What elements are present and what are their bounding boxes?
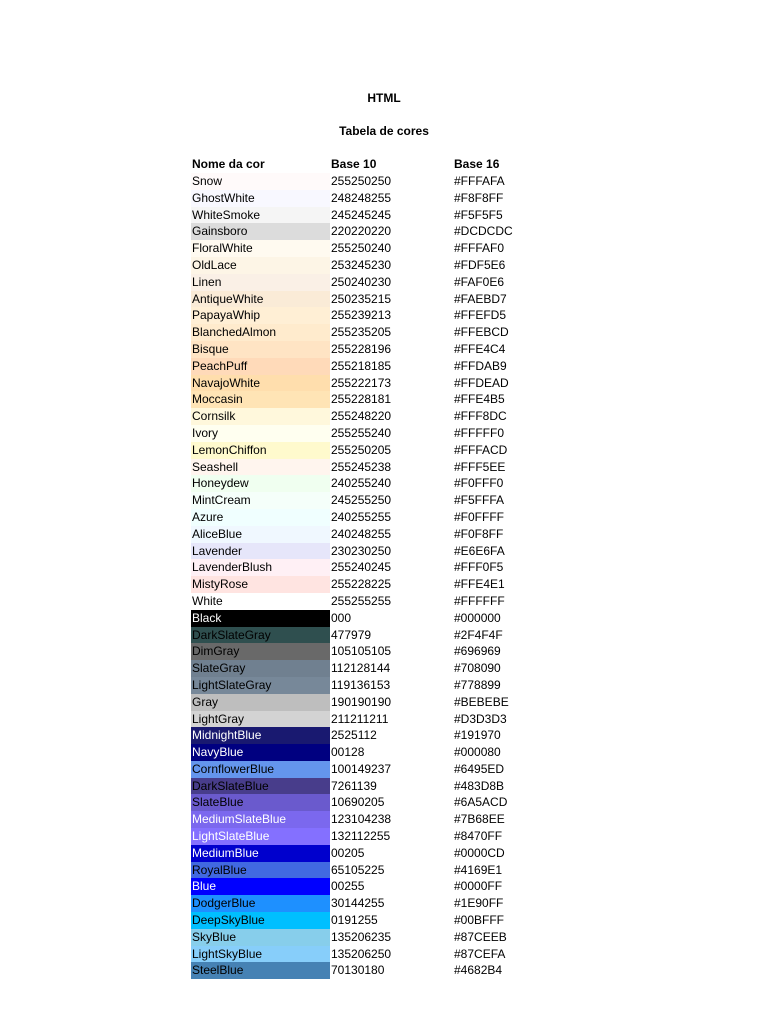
base10-cell: 255248220 (331, 409, 392, 424)
color-name-cell: MistyRose (191, 576, 330, 593)
color-name-cell: White (191, 593, 330, 610)
base10-cell: 220220220 (331, 224, 392, 239)
color-name-cell: DimGray (191, 643, 330, 660)
base16-cell: #FFFAF0 (454, 241, 505, 256)
table-row (191, 778, 531, 795)
color-name-cell: NavyBlue (191, 744, 330, 761)
header-base16: Base 16 (454, 157, 500, 171)
base16-cell: #FFF5EE (454, 459, 506, 474)
color-name-cell: OldLace (191, 257, 330, 274)
base10-cell: 240255240 (331, 476, 392, 491)
color-name-cell: LavenderBlush (191, 559, 330, 576)
table-row (191, 862, 531, 879)
color-name-cell: WhiteSmoke (191, 207, 330, 224)
base16-cell: #1E90FF (454, 896, 504, 911)
table-row (191, 593, 531, 610)
color-name-cell: MediumBlue (191, 845, 330, 862)
base10-cell: 000 (331, 610, 352, 625)
base16-cell: #F5F5F5 (454, 207, 503, 222)
base16-cell: #F5FFFA (454, 493, 505, 508)
color-name-cell: SlateBlue (191, 794, 330, 811)
color-name-cell: Linen (191, 274, 330, 291)
color-name-cell: Moccasin (191, 391, 330, 408)
header-base10: Base 10 (331, 157, 377, 171)
table-row (191, 744, 531, 761)
base16-cell: #778899 (454, 677, 501, 692)
table-row (191, 895, 531, 912)
table-row (191, 475, 531, 492)
base10-cell: 255250240 (331, 241, 392, 256)
color-name-cell: Blue (191, 878, 330, 895)
color-name-cell: MintCream (191, 492, 330, 509)
color-name-cell: Black (191, 610, 330, 627)
base10-cell: 250240230 (331, 274, 392, 289)
base16-cell: #6495ED (454, 761, 505, 776)
color-name-cell: LightGray (191, 711, 330, 728)
table-row (191, 223, 531, 240)
color-table (191, 156, 531, 979)
table-row (191, 677, 531, 694)
color-name-cell: Bisque (191, 341, 330, 358)
table-row (191, 442, 531, 459)
base16-cell: #FFFFF0 (454, 425, 504, 440)
color-name-cell: PapayaWhip (191, 307, 330, 324)
table-row (191, 190, 531, 207)
base10-cell: 00255 (331, 879, 365, 894)
table-row (191, 660, 531, 677)
color-name-cell: LightSlateBlue (191, 828, 330, 845)
table-row (191, 627, 531, 644)
base10-cell: 112128144 (331, 661, 391, 676)
table-row (191, 543, 531, 560)
base10-cell: 255222173 (331, 375, 392, 390)
base16-cell: #FFF0F5 (454, 560, 504, 575)
color-name-cell: AntiqueWhite (191, 291, 330, 308)
table-row (191, 912, 531, 929)
base16-cell: #F0FFF0 (454, 476, 504, 491)
base16-cell: #FFFFFF (454, 593, 505, 608)
base10-cell: 135206235 (331, 929, 392, 944)
base16-cell: #FFDAB9 (454, 358, 507, 373)
base10-cell: 240248255 (331, 526, 392, 541)
base10-cell: 255235205 (331, 325, 392, 340)
color-name-cell: AliceBlue (191, 526, 330, 543)
color-name-cell: SteelBlue (191, 962, 330, 979)
base10-cell: 255255255 (331, 593, 392, 608)
base10-cell: 230230250 (331, 543, 392, 558)
table-row (191, 408, 531, 425)
table-row (191, 324, 531, 341)
base16-cell: #4682B4 (454, 963, 503, 978)
base16-cell: #FFFAFA (454, 174, 505, 188)
table-body (191, 173, 531, 979)
color-name-cell: Gray (191, 694, 330, 711)
base16-cell: #FAF0E6 (454, 274, 505, 289)
table-header-row (191, 156, 531, 173)
table-row (191, 341, 531, 358)
base16-cell: #FFEBCD (454, 325, 509, 340)
base16-cell: #F8F8FF (454, 190, 504, 205)
page-subtitle: Tabela de cores (339, 124, 429, 138)
table-row (191, 845, 531, 862)
color-name-cell: Azure (191, 509, 330, 526)
base10-cell: 255228196 (331, 341, 392, 356)
base16-cell: #D3D3D3 (454, 711, 507, 726)
color-name-cell: PeachPuff (191, 358, 330, 375)
base16-cell: #FFE4B5 (454, 392, 505, 407)
color-name-cell: LightSkyBlue (191, 946, 330, 963)
color-name-cell: GhostWhite (191, 190, 330, 207)
color-name-cell: DarkSlateGray (191, 627, 330, 644)
base10-cell: 119136153 (331, 677, 391, 692)
base10-cell: 100149237 (331, 761, 392, 776)
color-name-cell: Honeydew (191, 475, 330, 492)
table-row (191, 794, 531, 811)
color-name-cell: MidnightBlue (191, 727, 330, 744)
base10-cell: 250235215 (331, 291, 392, 306)
base16-cell: #6A5ACD (454, 795, 508, 810)
base16-cell: #0000CD (454, 845, 505, 860)
base16-cell: #FAEBD7 (454, 291, 507, 306)
color-name-cell: RoyalBlue (191, 862, 330, 879)
table-row (191, 375, 531, 392)
base10-cell: 00128 (331, 745, 365, 760)
base16-cell: #FDF5E6 (454, 257, 506, 272)
table-row (191, 962, 531, 979)
base16-cell: #FFE4C4 (454, 341, 506, 356)
base10-cell: 245255250 (331, 493, 392, 508)
color-name-cell: DodgerBlue (191, 895, 330, 912)
base16-cell: #000000 (454, 610, 501, 625)
base10-cell: 255255240 (331, 425, 392, 440)
base16-cell: #DCDCDC (454, 224, 513, 239)
base16-cell: #F0FFFF (454, 509, 504, 524)
base10-cell: 70130180 (331, 963, 385, 978)
color-name-cell: Cornsilk (191, 408, 330, 425)
color-name-cell: Lavender (191, 543, 330, 560)
table-row (191, 559, 531, 576)
color-name-cell: Ivory (191, 425, 330, 442)
page-title: HTML (367, 91, 401, 105)
base10-cell: 255228181 (331, 392, 392, 407)
base10-cell: 255250250 (331, 174, 392, 188)
table-row (191, 307, 531, 324)
base16-cell: #8470FF (454, 829, 503, 844)
base10-cell: 255218185 (331, 358, 392, 373)
base16-cell: #7B68EE (454, 812, 505, 827)
base16-cell: #696969 (454, 644, 501, 659)
base16-cell: #87CEEB (454, 929, 507, 944)
base10-cell: 255250205 (331, 442, 392, 457)
table-row (191, 610, 531, 627)
base10-cell: 7261139 (331, 778, 377, 793)
table-row (191, 761, 531, 778)
base10-cell: 65105225 (331, 862, 385, 877)
table-row (191, 694, 531, 711)
color-name-cell: SkyBlue (191, 929, 330, 946)
color-name-cell: Snow (191, 173, 330, 190)
base16-cell: #0000FF (454, 879, 503, 894)
base16-cell: #4169E1 (454, 862, 503, 877)
table-row (191, 257, 531, 274)
table-row (191, 576, 531, 593)
base16-cell: #000080 (454, 745, 501, 760)
base16-cell: #FFDEAD (454, 375, 509, 390)
table-row (191, 207, 531, 224)
base10-cell: 0191255 (331, 913, 378, 928)
table-row (191, 173, 531, 190)
base10-cell: 240255255 (331, 509, 392, 524)
table-row (191, 291, 531, 308)
base16-cell: #E6E6FA (454, 543, 505, 558)
color-name-cell: FloralWhite (191, 240, 330, 257)
base10-cell: 00205 (331, 845, 365, 860)
color-name-cell: NavajoWhite (191, 375, 330, 392)
color-name-cell: Seashell (191, 459, 330, 476)
color-name-cell: LightSlateGray (191, 677, 330, 694)
base10-cell: 255228225 (331, 577, 392, 592)
table-row (191, 727, 531, 744)
table-row (191, 509, 531, 526)
table-row (191, 492, 531, 509)
base10-cell: 477979 (331, 627, 372, 642)
base16-cell: #FFE4E1 (454, 577, 505, 592)
base10-cell: 105105105 (331, 644, 392, 659)
color-name-cell: BlanchedAlmon (191, 324, 330, 341)
table-row (191, 459, 531, 476)
base16-cell: #FFF8DC (454, 409, 507, 424)
table-row (191, 878, 531, 895)
color-name-cell: Gainsboro (191, 223, 330, 240)
table-row (191, 425, 531, 442)
table-row (191, 929, 531, 946)
color-name-cell: LemonChiffon (191, 442, 330, 459)
base10-cell: 255240245 (331, 560, 392, 575)
base10-cell: 123104238 (331, 812, 392, 827)
base16-cell: #87CEFA (454, 946, 506, 961)
base16-cell: #FFFACD (454, 442, 508, 457)
color-name-cell: CornflowerBlue (191, 761, 330, 778)
base16-cell: #BEBEBE (454, 694, 509, 709)
table-row (191, 358, 531, 375)
header-color-name: Nome da cor (192, 157, 265, 171)
base10-cell: 255239213 (331, 308, 392, 323)
base10-cell: 253245230 (331, 257, 392, 272)
color-name-cell: MediumSlateBlue (191, 811, 330, 828)
base16-cell: #2F4F4F (454, 627, 503, 642)
table-row (191, 711, 531, 728)
base16-cell: #483D8B (454, 778, 505, 793)
base10-cell: 211211211 (331, 711, 389, 726)
base16-cell: #FFEFD5 (454, 308, 507, 323)
table-row (191, 643, 531, 660)
base10-cell: 245245245 (331, 207, 392, 222)
table-row (191, 946, 531, 963)
base10-cell: 190190190 (331, 694, 392, 709)
table-row (191, 526, 531, 543)
table-row (191, 391, 531, 408)
table-row (191, 274, 531, 291)
base10-cell: 255245238 (331, 459, 392, 474)
base10-cell: 10690205 (331, 795, 385, 810)
color-name-cell: DeepSkyBlue (191, 912, 330, 929)
base10-cell: 132112255 (331, 829, 391, 844)
table-row (191, 240, 531, 257)
base10-cell: 135206250 (331, 946, 392, 961)
base16-cell: #F0F8FF (454, 526, 504, 541)
table-row (191, 811, 531, 828)
color-name-cell: SlateGray (191, 660, 330, 677)
base16-cell: #708090 (454, 661, 501, 676)
base16-cell: #191970 (454, 728, 501, 743)
base10-cell: 30144255 (331, 896, 385, 911)
color-name-cell: DarkSlateBlue (191, 778, 330, 795)
table-row (191, 828, 531, 845)
base10-cell: 248248255 (331, 190, 392, 205)
base10-cell: 2525112 (331, 728, 377, 743)
base16-cell: #00BFFF (454, 913, 505, 928)
